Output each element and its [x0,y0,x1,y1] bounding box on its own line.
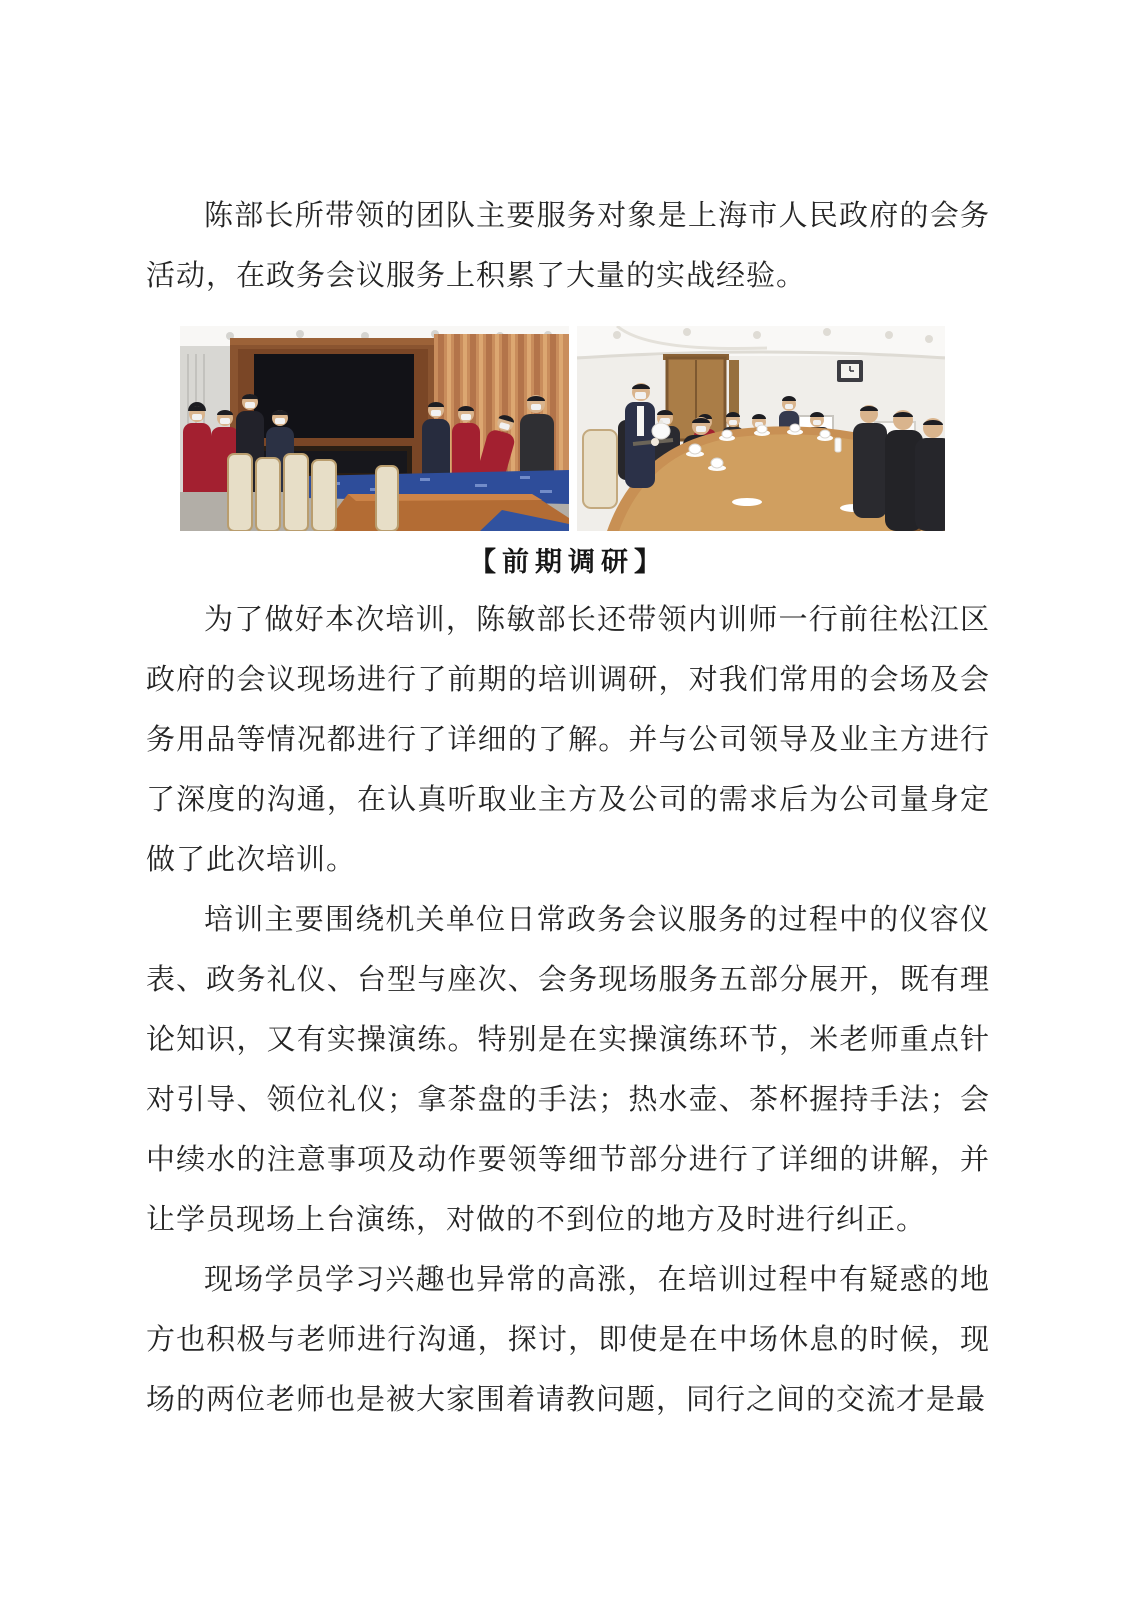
people-right-side [853,405,945,531]
paragraph-research: 为了做好本次培训，陈敏部长还带领内训师一行前往松江区政府的会议现场进行了前期的培训调研，对我们常用的会场及会务用品等情况都进行了详细的了解。并与公司领导及业主方进行了深度的沟通，在认真听取业主方及公司的需求后为公司量身定做了此次培训。 [146,604,990,876]
photo-conference-table-discussion [577,326,945,531]
paragraph-trainee-enthusiasm: 现场学员学习兴趣也异常的高涨，在培训过程中有疑惑的地方也积极与老师进行沟通，探讨，即使是在中场休息的时候，现场的两位老师也是被大家围着请教问题，同行之间的交流才是最 [146,1264,990,1416]
photo-meeting-room-standing [180,326,569,531]
figure-site-visit [180,326,945,590]
photo-row [180,326,945,531]
photo-right-illustration [577,326,945,531]
paragraph-intro: 陈部长所带领的团队主要服务对象是上海市人民政府的会务活动，在政务会议服务上积累了大量的实战经验。 [146,200,990,292]
photo-left-illustration [180,326,569,531]
paragraph-training-content: 培训主要围绕机关单位日常政务会议服务的过程中的仪容仪表、政务礼仪、台型与座次、会务现场服务五部分展开，既有理论知识，又有实操演练。特别是在实操演练环节，米老师重点针对引导、领位礼仪；拿茶盘的手法；热水壶、茶杯握持手法；会中续水的注意事项及动作要领等细节部分进行了详细的讲解，并让学员现场上台演练，对做的不到位的地方及时进行纠正。 [146,904,990,1236]
figure-caption: 【前期调研】 [469,547,667,577]
